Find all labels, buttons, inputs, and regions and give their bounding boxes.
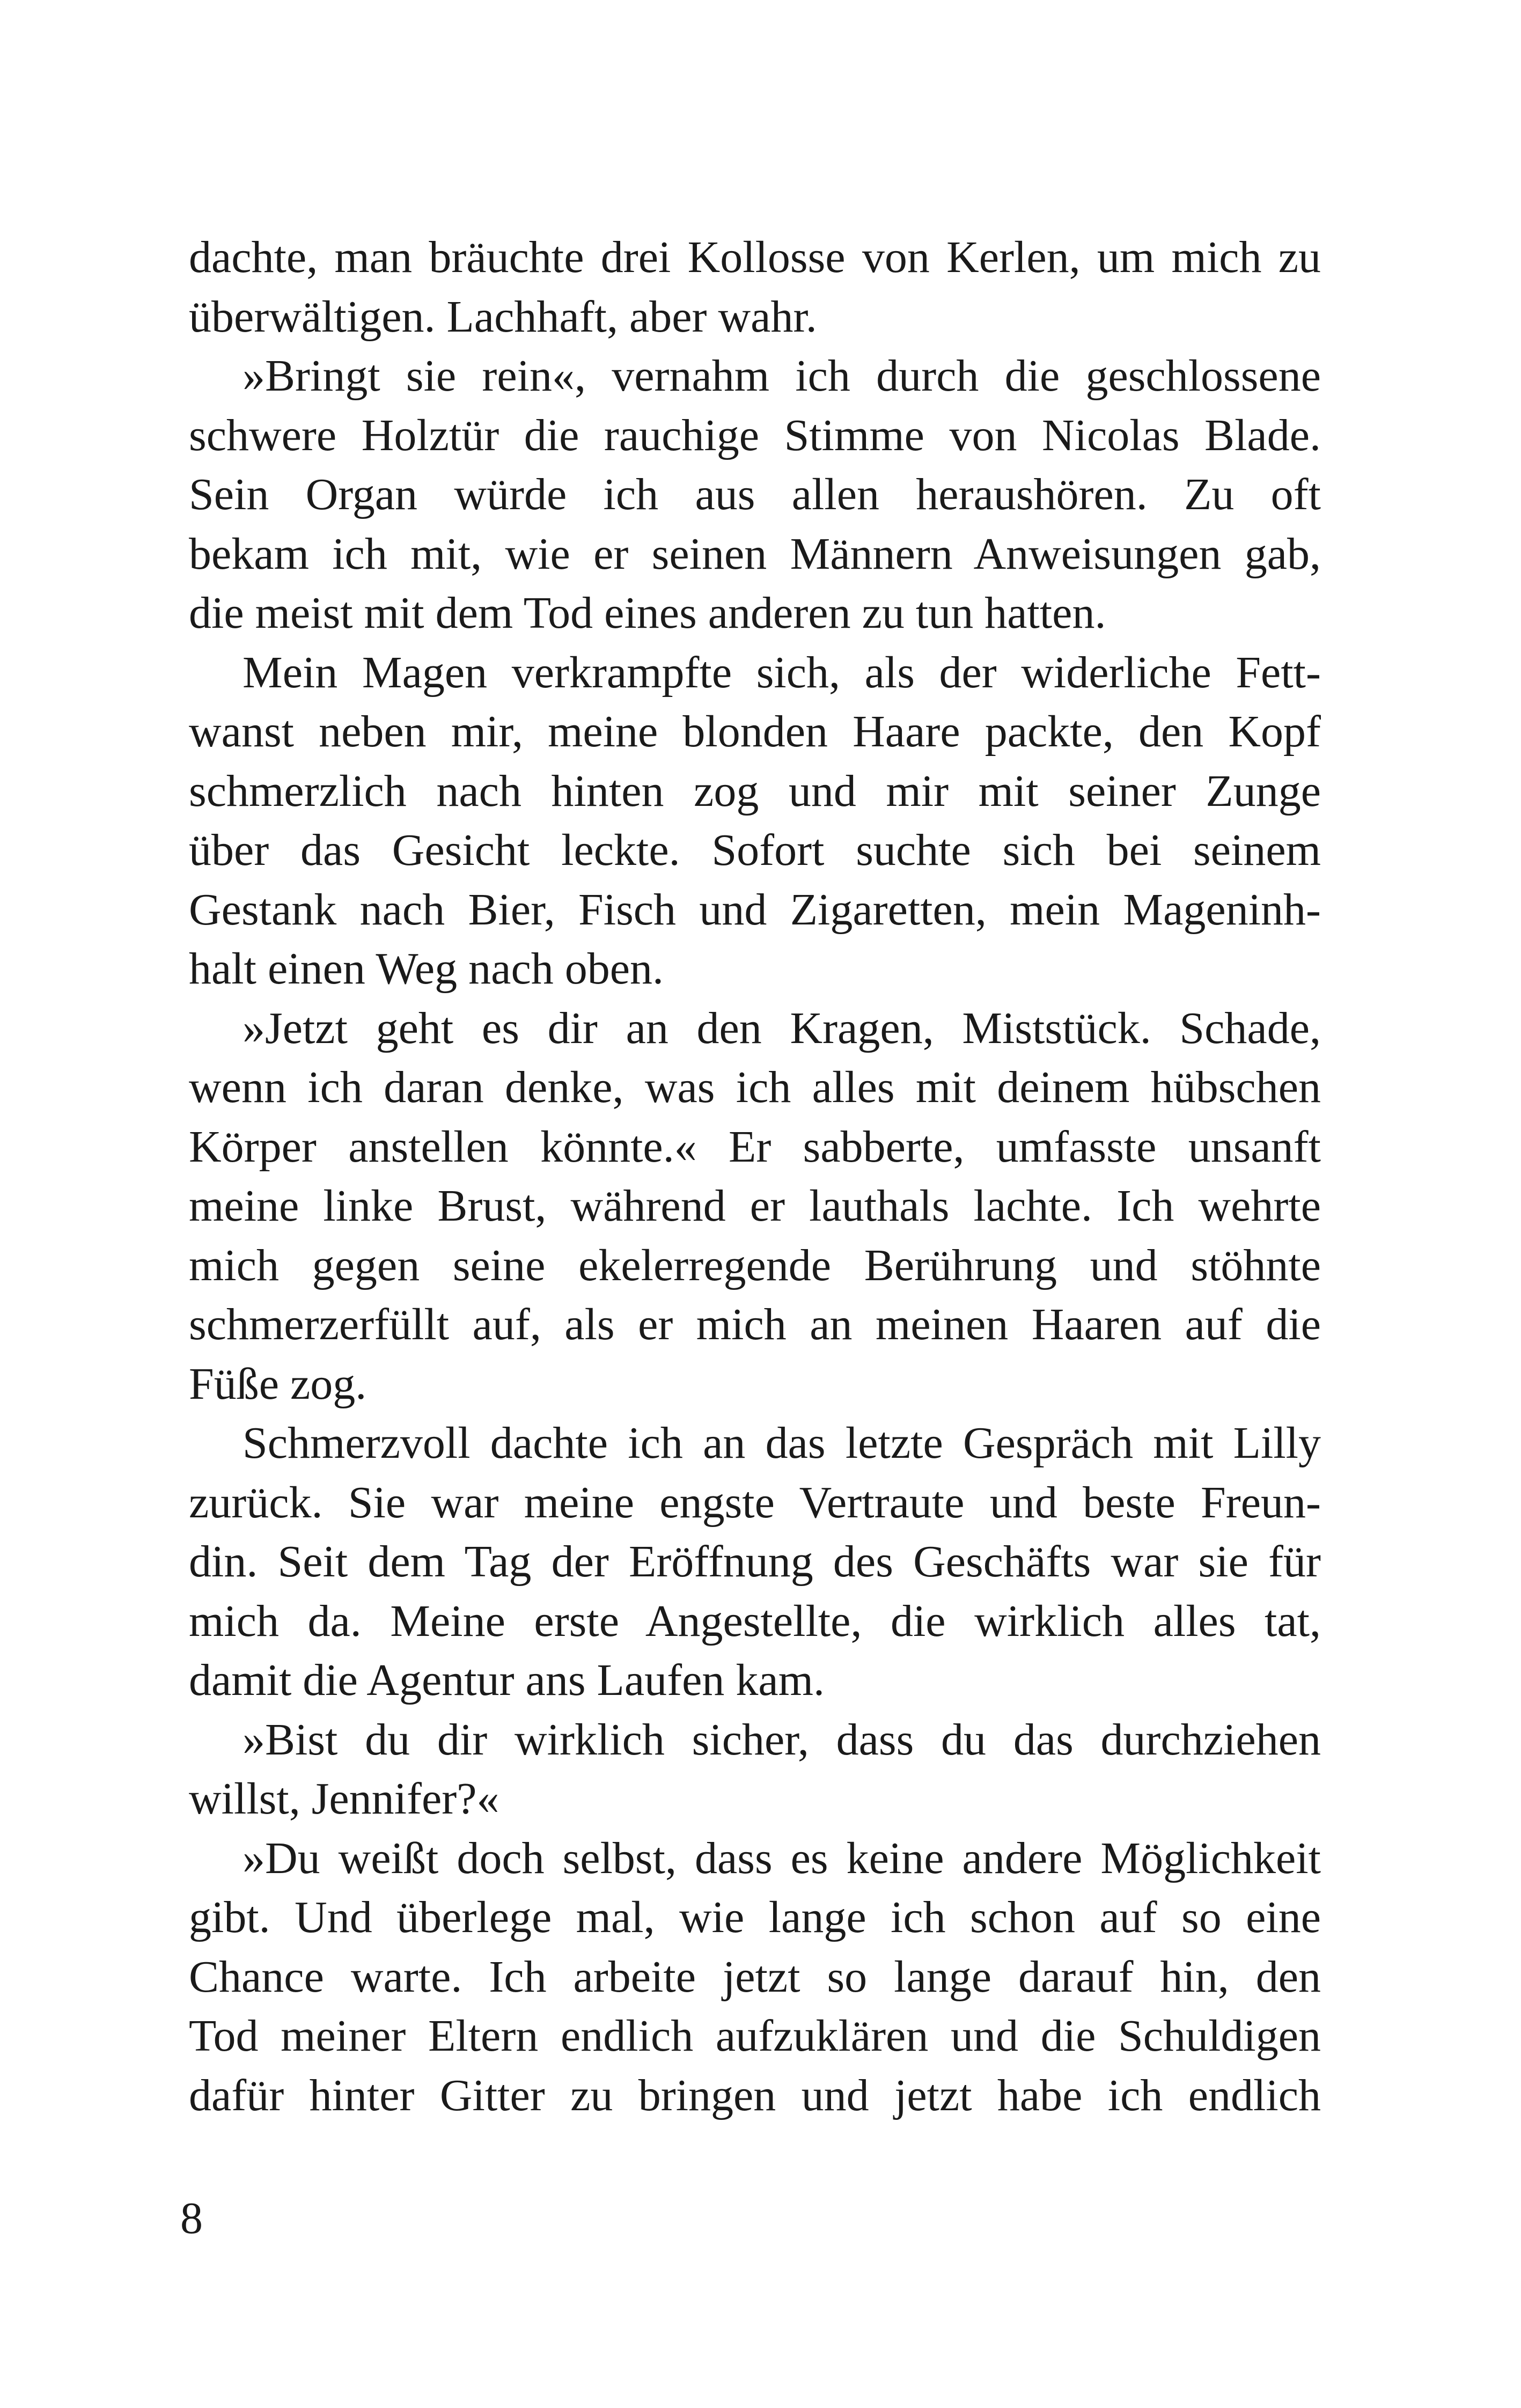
text-line: »Du weißt doch selbst, dass es keine andere Möglichkeit [243, 1833, 1321, 1883]
text-line: din. Seit dem Tag der Eröffnung des Geschäfts war sie für [189, 1537, 1321, 1587]
text-line: willst, Jennifer?« [189, 1774, 499, 1824]
text-line: bekam ich mit, wie er seinen Männern Anweisungen gab, [189, 528, 1321, 579]
text-line: die meist mit dem Tod eines anderen zu tun hatten. [189, 588, 1106, 638]
text-line: Füße zog. [189, 1359, 367, 1409]
text-line: »Jetzt geht es dir an den Kragen, Miststück. Schade, [243, 1003, 1321, 1053]
text-line: »Bringt sie rein«, vernahm ich durch die geschlossene [243, 351, 1321, 401]
text-line: wenn ich daran denke, was ich alles mit deinem hübschen [189, 1062, 1321, 1112]
text-line: halt einen Weg nach oben. [189, 944, 664, 994]
text-line: dachte, man bräuchte drei Kollosse von Kerlen, um mich zu [189, 232, 1321, 282]
text-line: wanst neben mir, meine blonden Haare packte, den Kopf [189, 707, 1321, 757]
text-line: schwere Holztür die rauchige Stimme von Nicolas Blade. [189, 410, 1321, 460]
text-line: schmerzerfüllt auf, als er mich an meinen Haaren auf die [189, 1300, 1321, 1349]
text-line: »Bist du dir wirklich sicher, dass du das durchziehen [243, 1714, 1321, 1765]
text-line: mich gegen seine ekelerregende Berührung und stöhnte [189, 1240, 1321, 1290]
page-number: 8 [180, 2193, 203, 2243]
text-line: gibt. Und überlege mal, wie lange ich schon auf so eine [189, 1892, 1321, 1942]
text-line: dafür hinter Gitter zu bringen und jetzt habe ich endlich [189, 2070, 1321, 2120]
text-line: Körper anstellen könnte.« Er sabberte, umfasste unsanft [189, 1121, 1321, 1172]
text-line: Mein Magen verkrampfte sich, als der widerliche Fett- [243, 647, 1321, 698]
text-line: Schmerzvoll dachte ich an das letzte Gespräch mit Lilly [243, 1418, 1321, 1468]
body-text [189, 228, 1321, 2125]
text-line: Tod meiner Eltern endlich aufzuklären und die Schuldigen [189, 2011, 1321, 2061]
text-line: Sein Organ würde ich aus allen heraushören. Zu oft [189, 469, 1321, 519]
text-line: meine linke Brust, während er lauthals lachte. Ich wehrte [189, 1181, 1321, 1231]
text-line: Chance warte. Ich arbeite jetzt so lange darauf hin, den [189, 1951, 1321, 2002]
text-line: damit die Agentur ans Laufen kam. [189, 1655, 825, 1705]
text-line: überwältigen. Lachhaft, aber wahr. [189, 291, 817, 342]
text-line: mich da. Meine erste Angestellte, die wirklich alles tat, [189, 1596, 1321, 1646]
text-line: schmerzlich nach hinten zog und mir mit seiner Zunge [189, 766, 1321, 816]
text-line: über das Gesicht leckte. Sofort suchte sich bei seinem [189, 825, 1321, 875]
text-line: zurück. Sie war meine engste Vertraute und beste Freun- [189, 1477, 1321, 1528]
text-line: Gestank nach Bier, Fisch und Zigaretten, mein Mageninh- [189, 884, 1321, 935]
